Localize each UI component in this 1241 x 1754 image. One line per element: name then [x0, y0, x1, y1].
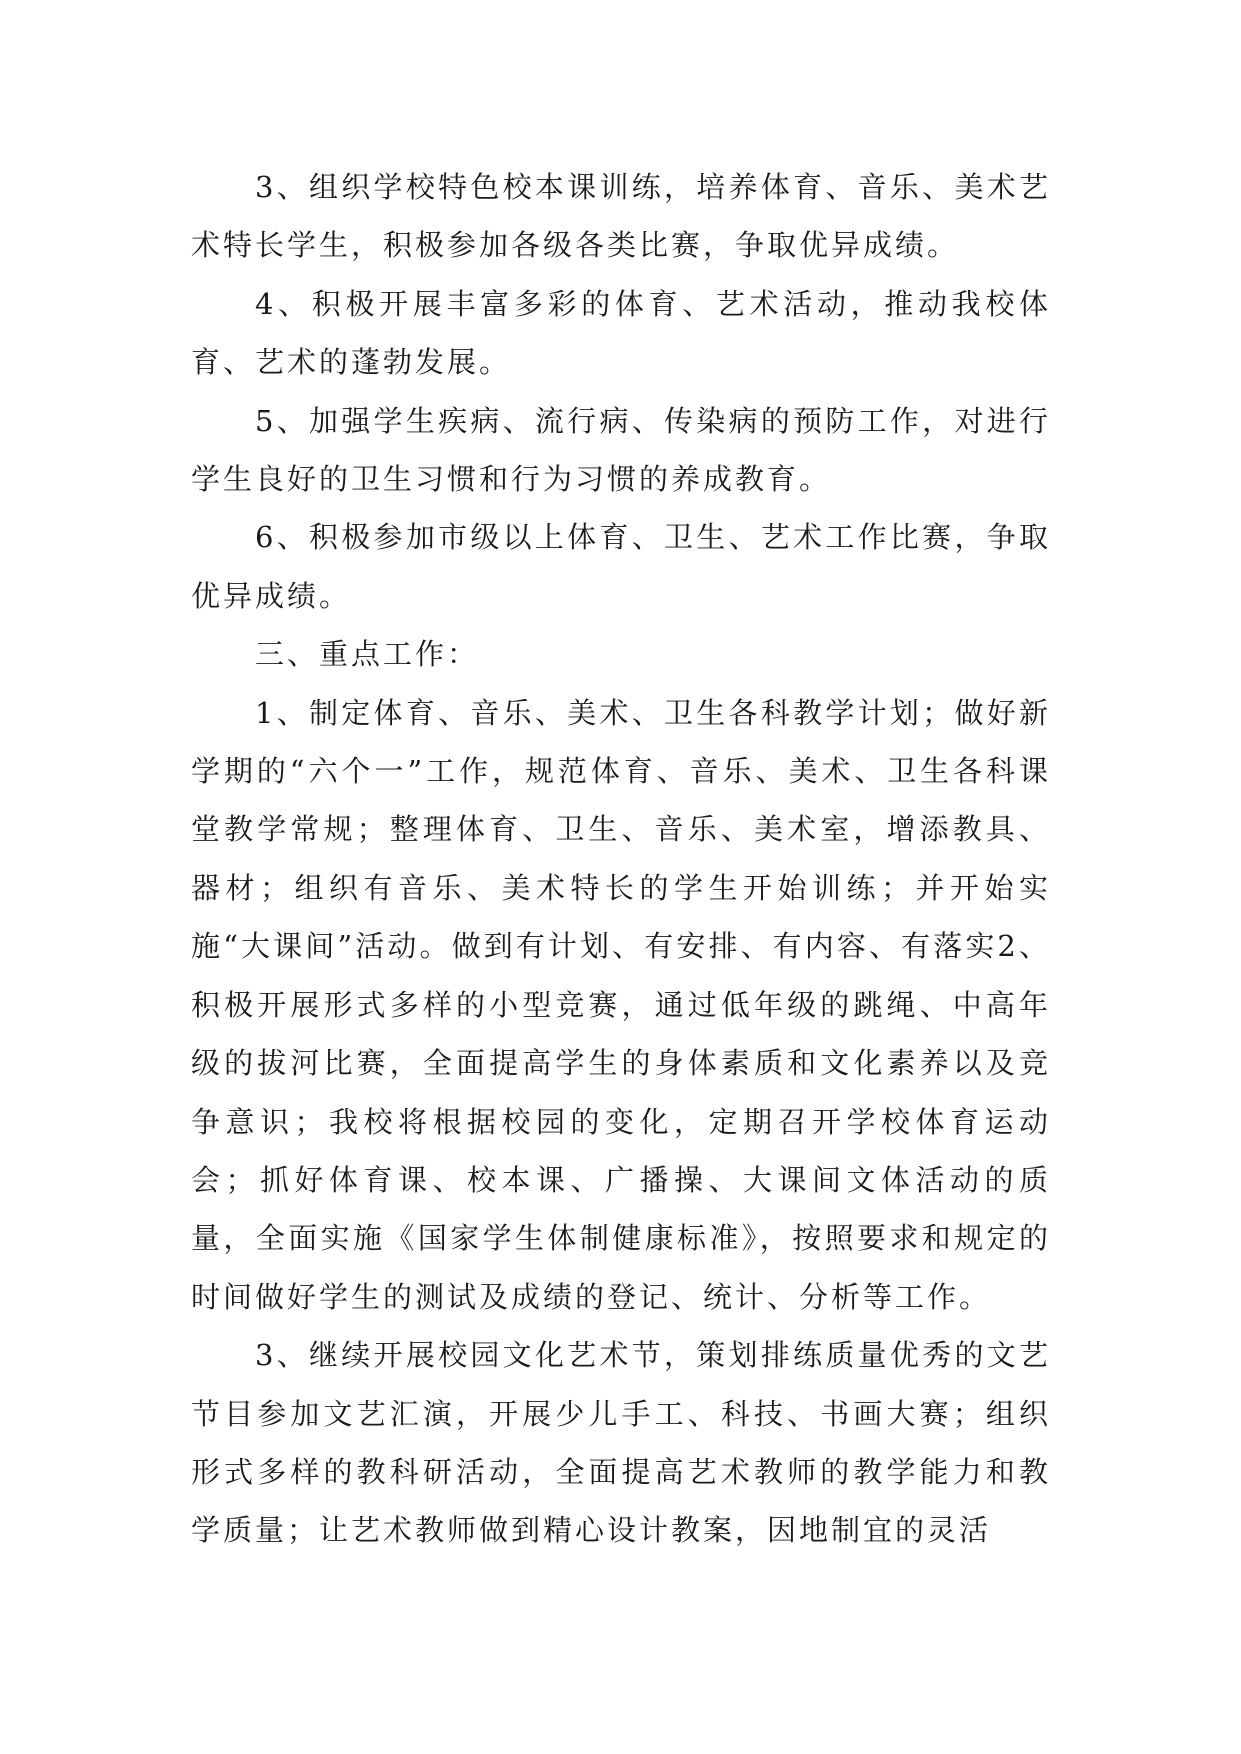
section-heading-key-work: 三、重点工作： [255, 637, 480, 672]
paragraph-item-6: 6、积极参加市级以上体育、卫生、艺术工作比赛，争取优异成绩。 [191, 520, 1051, 613]
paragraph-item-3: 3、组织学校特色校本课训练，培养体育、音乐、美术艺术特长学生，积极参加各级各类比赛，争取优异成绩。 [191, 170, 1051, 263]
paragraph-key-work-1: 1、制定体育、音乐、美术、卫生各科教学计划；做好新学期的“六个一”工作，规范体育、音乐、美术、卫生各科课堂教学常规；整理体育、卫生、音乐、美术室，增添教具、器材；组织有音乐、美术特长的学生开始训练；并开始实施“大课间”活动。做到有计划、有安排、有内容、有落实2、积极开展形式多样的小型竞赛，通过低年级的跳绳、中高年级的拔河比赛，全面提高学生的身体素质和文化素养以及竞争意识；我校将根据校园的变化，定期召开学校体育运动会；抓好体育课、校本课、广播操、大课间文体活动的质量，全面实施《国家学生体制健康标准》，按照要求和规定的时间做好学生的测试及成绩的登记、统计、分析等工作。 [191, 695, 1051, 1314]
document-body [191, 158, 1051, 1560]
paragraph-item-5: 5、加强学生疾病、流行病、传染病的预防工作，对进行学生良好的卫生习惯和行为习惯的养成教育。 [191, 403, 1051, 497]
paragraph-item-4: 4、积极开展丰富多彩的体育、艺术活动，推动我校体育、艺术的蓬勃发展。 [191, 286, 1051, 380]
paragraph-key-work-3: 3、继续开展校园文化艺术节，策划排练质量优秀的文艺节目参加文艺汇演，开展少儿手工、科技、书画大赛；组织形式多样的教科研活动，全面提高艺术教师的教学能力和教学质量；让艺术教师做到精心设计教案，因地制宜的灵活 [191, 1338, 1051, 1548]
